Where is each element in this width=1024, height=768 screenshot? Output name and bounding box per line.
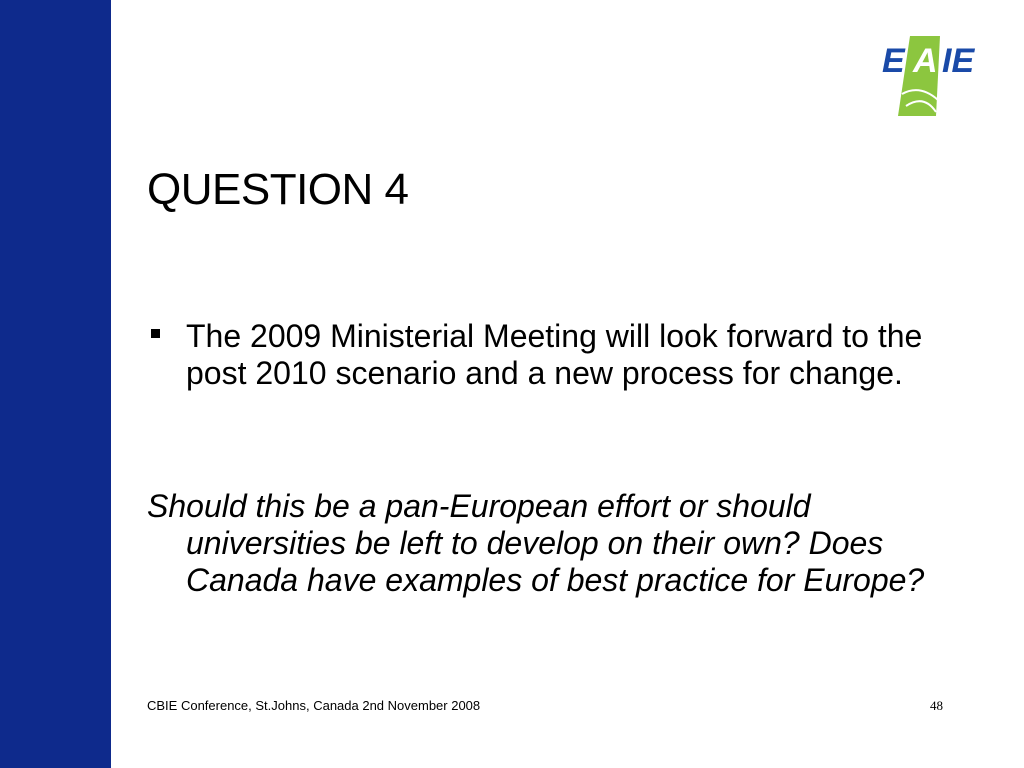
left-accent-bar (0, 0, 111, 768)
question-text: Should this be a pan-European effort or should universities be left to develop on their own? Does Canada have examples of best practice for Europe? (147, 488, 925, 598)
slide-title: QUESTION 4 (147, 165, 409, 214)
bullet-text: The 2009 Ministerial Meeting will look forward to the post 2010 scenario and a new process for change. (186, 318, 923, 391)
eaie-logo (880, 34, 990, 116)
footer-conference: CBIE Conference, St.Johns, Canada 2nd November 2008 (147, 698, 481, 713)
logo-letter-e: E (882, 42, 905, 80)
square-bullet-icon (151, 329, 160, 338)
logo-letter-a: A (913, 42, 938, 80)
page-number: 48 (930, 698, 943, 713)
eaie-logo-graphic (880, 34, 990, 116)
logo-letters-ie: IE (942, 42, 975, 80)
bullet-item (147, 318, 927, 392)
